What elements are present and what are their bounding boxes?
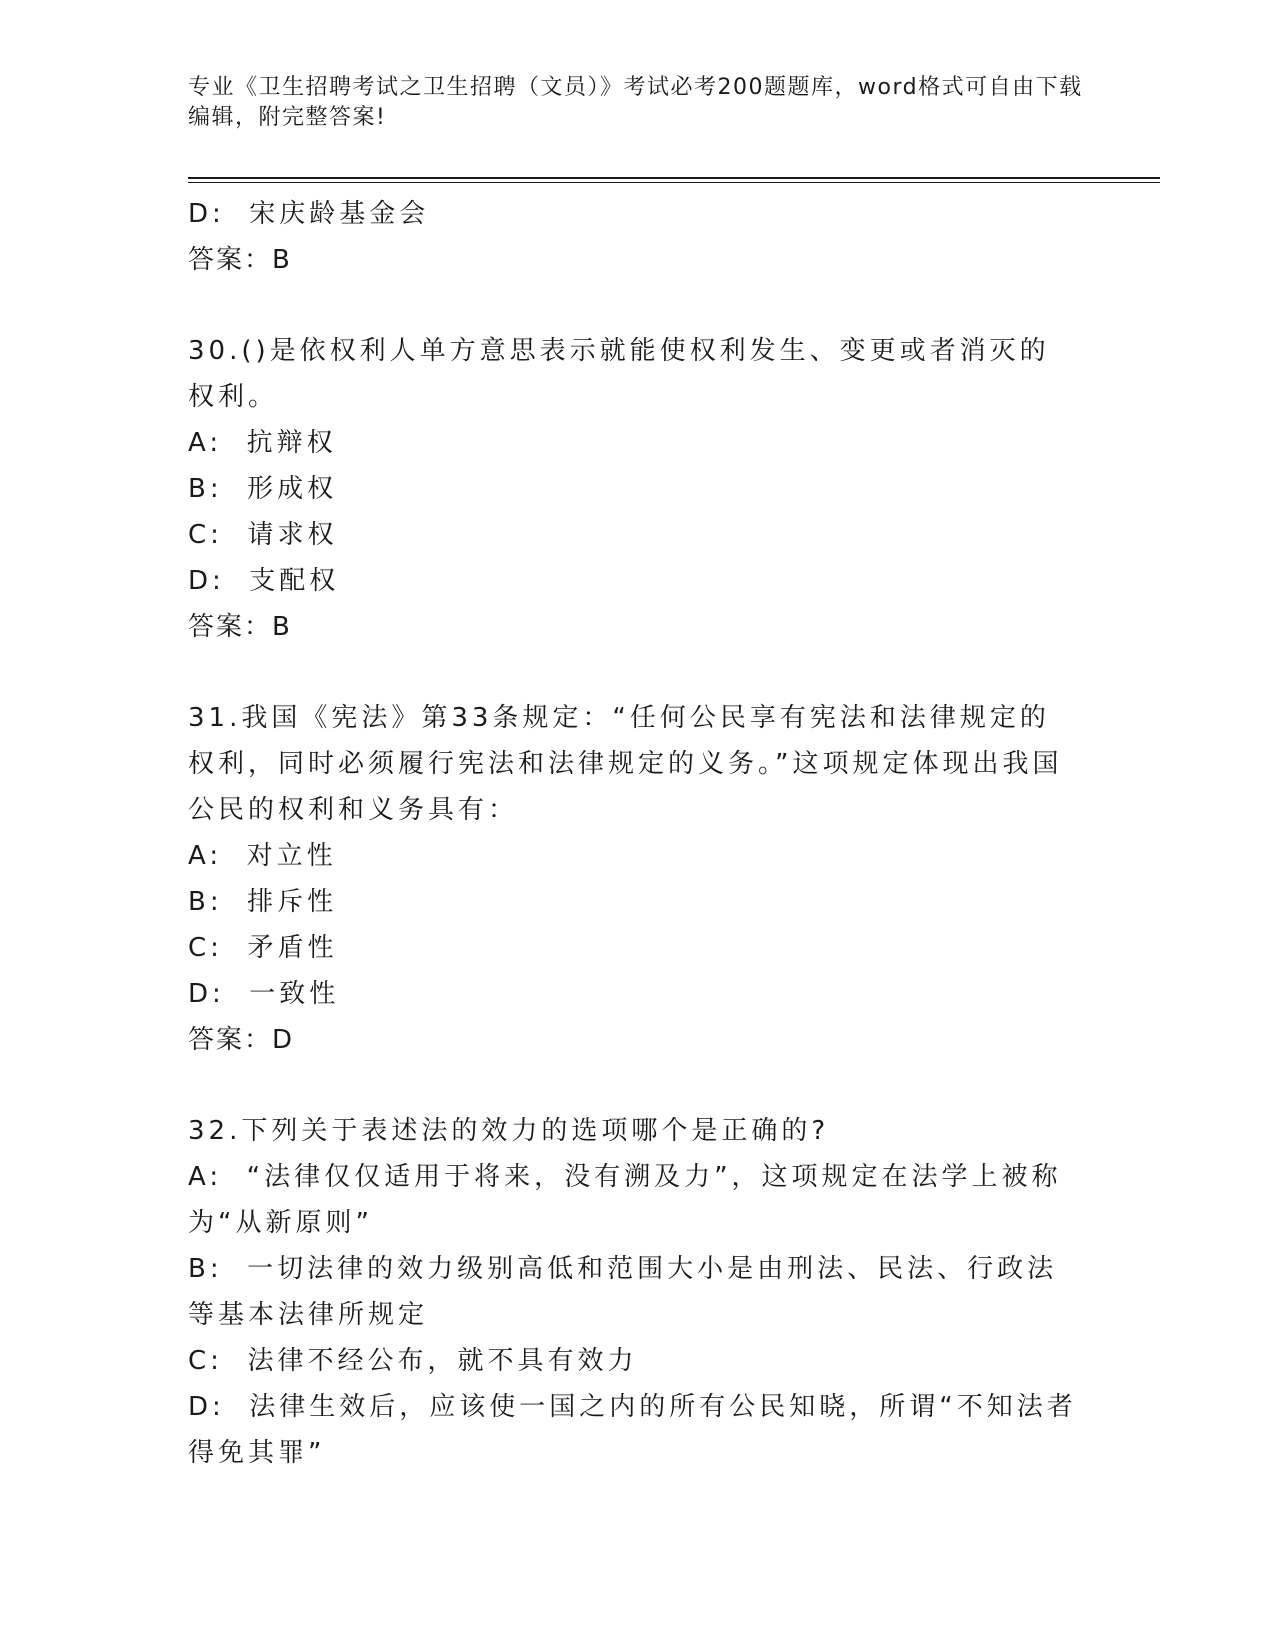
option-d: D: 支配权 — [188, 566, 340, 596]
option-c: C: 请求权 — [188, 520, 338, 550]
prev-answer: 答案：B — [188, 245, 292, 275]
option-d: D: 法律生效后，应该使一国之内的所有公民知晓，所谓“不知法者得免其罪” — [188, 1392, 1077, 1468]
spacer — [188, 650, 1078, 695]
option-b: B: 形成权 — [188, 474, 338, 504]
header-divider-thick — [188, 177, 1160, 179]
option-a: A: 对立性 — [188, 841, 337, 871]
question-30 — [188, 328, 1078, 650]
option-b: B: 一切法律的效力级别高低和范围大小是由刑法、民法、行政法等基本法律所规定 — [188, 1254, 1058, 1330]
question-31 — [188, 695, 1078, 1063]
spacer — [188, 283, 1078, 328]
prev-option-d: D: 宋庆龄基金会 — [188, 199, 430, 229]
document-header: 专业《卫生招聘考试之卫生招聘（文员）》考试必考200题题库，word格式可自由下载编辑，附完整答案! — [188, 75, 1083, 130]
question-32 — [188, 1108, 1078, 1476]
answer: 答案：B — [188, 612, 292, 642]
option-d: D: 一致性 — [188, 979, 340, 1009]
option-c: C: 法律不经公布，就不具有效力 — [188, 1346, 638, 1376]
option-b: B: 排斥性 — [188, 887, 338, 917]
option-a: A: “法律仅仅适用于将来，没有溯及力”，这项规定在法学上被称为“从新原则” — [188, 1162, 1062, 1238]
header-divider-thin — [188, 182, 1160, 183]
question-stem: 31.我国《宪法》第33条规定：“任何公民享有宪法和法律规定的权利，同时必须履行宪法和法律规定的义务。”这项规定体现出我国公民的权利和义务具有： — [188, 703, 1063, 825]
question-stem: 30.()是依权利人单方意思表示就能使权利发生、变更或者消灭的权利。 — [188, 336, 1050, 412]
document-body — [188, 191, 1078, 1476]
question-stem: 32.下列关于表述法的效力的选项哪个是正确的? — [188, 1116, 830, 1146]
option-c: C: 矛盾性 — [188, 933, 338, 963]
answer: 答案：D — [188, 1025, 295, 1055]
spacer — [188, 1063, 1078, 1108]
option-a: A: 抗辩权 — [188, 428, 337, 458]
